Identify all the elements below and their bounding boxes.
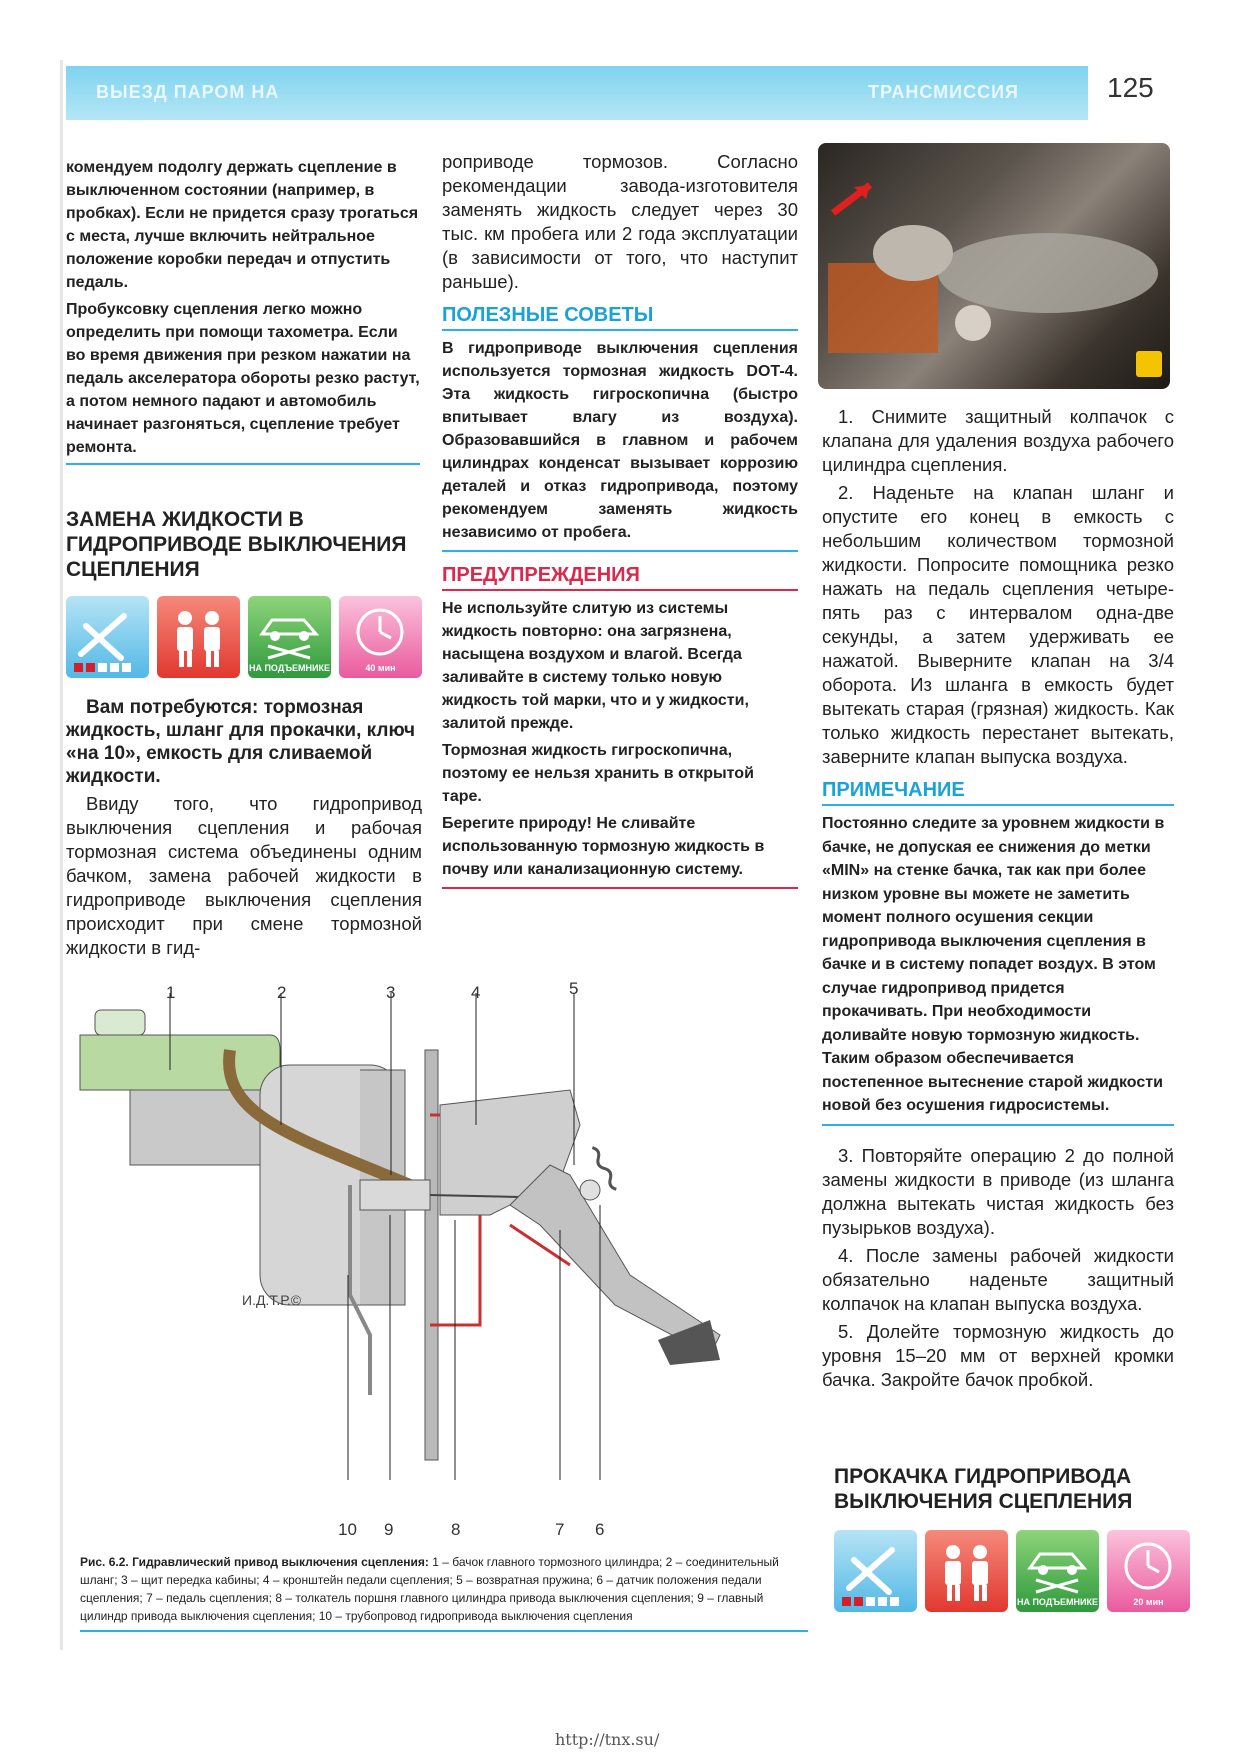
time-label: 40 мин [365, 663, 396, 673]
step-5: 5. Долейте тормозную жидкость до уровня 15–20 мм от верхней кромки бачка. Закройте бачок пробкой. [822, 1320, 1174, 1390]
page-spine [60, 60, 63, 1650]
callout-7: 7 [555, 1520, 565, 1539]
col1-body: Ввиду того, что гидропривод выключения сцепления и рабочая тормозная система объединены одним бачком, замена рабочей жидкости в гидроприводе выключения сцепления происходит при смене тормозной жидкости в гид- [66, 793, 422, 958]
two-people-icon [925, 1530, 1008, 1612]
column-1 [66, 156, 420, 469]
callout-4: 4 [471, 983, 481, 1002]
clock-icon [1107, 1530, 1190, 1612]
callout-6: 6 [595, 1520, 605, 1539]
lift-label: НА ПОДЪЕМНИКЕ [1016, 1597, 1099, 1607]
time-label: 20 мин [1133, 1597, 1164, 1607]
difficulty-icons-1 [66, 596, 422, 678]
figure-caption-title: Рис. 6.2. Гидравлический привод выключения сцепления: [80, 1555, 429, 1569]
wrench-icon [834, 1530, 917, 1612]
header-left-text: ВЫЕЗД ПАРОМ НА [96, 82, 280, 102]
header-section-title: ТРАНСМИССИЯ [868, 82, 1019, 102]
column-3 [822, 405, 1174, 1396]
section-title-bleeding: ПРОКАЧКА ГИДРОПРИВОДА ВЫКЛЮЧЕНИЯ СЦЕПЛЕНИЯ [834, 1465, 1133, 1513]
lift-label: НА ПОДЪЕМНИКЕ [248, 663, 331, 673]
clutch-pedal [510, 1165, 720, 1355]
difficulty-dots [842, 1597, 899, 1606]
callout-9: 9 [384, 1520, 394, 1539]
required-tools: Вам потребуются: тормозная жидкость, шланг для прокачки, ключ «на 10», емкость для сливаемой жидкости. [66, 697, 415, 787]
section-title-fluid-replacement: ЗАМЕНА ЖИДКОСТИ В ГИДРОПРИВОДЕ ВЫКЛЮЧЕНИЯ СЦЕПЛЕНИЯ [66, 508, 407, 581]
step-2: 2. Наденьте на клапан шланг и опустите его конец в емкость с небольшим количеством тормозной жидкости. Попросите помощника резко нажать на педаль сцепления четыре-пять раз с интервалом одна-две секунды, а затем удерживать ее нажатой. Выверните клапан на 3/4 оборота. Из шланга в емкость будет вытекать старая (грязная) жидкость. Как только жидкость перестанет вытекать, заверните клапан выпуска воздуха. [822, 482, 1174, 767]
two-people-icon-graphic [157, 596, 240, 678]
col1-para2: Пробуксовку сцепления легко можно определить при помощи тахометра. Если во время движения при резком нажатии на педаль акселератора обороты резко растут, а потом немного падают и автомобиль начинает разгоняться, сцепление требует ремонта. [66, 298, 420, 465]
callout-5: 5 [569, 979, 579, 998]
reservoir-cap [95, 1010, 145, 1035]
two-people-icon [157, 596, 240, 678]
col1-para1: комендуем подолгу держать сцепление в выключенном состоянии (например, в пробках). Если не придется сразу трогаться с места, лучше включить нейтральное положение коробки передач и отпустить педаль. [66, 159, 419, 291]
firewall-panel [425, 1050, 438, 1460]
column-2 [442, 150, 798, 889]
clutch-master-cylinder [360, 1180, 430, 1210]
step-1: 1. Снимите защитный колпачок с клапана для удаления воздуха рабочего цилиндра сцепления. [822, 406, 1174, 475]
two-people-icon-graphic [925, 1530, 1008, 1612]
step-3: 3. Повторяйте операцию 2 до полной замены жидкости в приводе (из шланга должна вытекать чистая жидкость без пузырьков воздуха). [822, 1144, 1174, 1238]
col2-body: роприводе тормозов. Согласно рекомендации завода-изготовителя заменять жидкость следует через 30 тыс. км пробега или 2 года эксплуатации (в зависимости от того, что наступит раньше). [442, 151, 798, 292]
tips-text: В гидроприводе выключения сцепления используется тормозная жидкость DOT-4. Эта жидкость гигроскопична (быстро впитывает влагу из воздуха). Образовавшийся в главном и рабочем цилиндрах конденсат вызывает коррозию деталей и отказ гидропривода, поэтому рекомендуем заменять жидкость независимо от пробега. [442, 340, 798, 541]
caption-rule [80, 1630, 808, 1632]
figure-caption-text: 1 – бачок главного тормозного цилиндра; 2 – соединительный шланг; 3 – щит передка кабины; 4 – кронштейн педали сцепления; 5 – возвратная пружина; 6 – датчик положения педали сцепления; 7 – педаль сцепления; 8 – толкатель поршня главного цилиндра привода выключения сцепления; 9 – главный цилиндр привода выключения сцепления; 10 – трубопровод гидропривода выключения сцепления [80, 1555, 779, 1623]
warning-text-2: Тормозная жидкость гигроскопична, поэтому ее нельзя хранить в открытой таре. [442, 742, 754, 805]
warnings-title: ПРЕДУПРЕЖДЕНИЯ [442, 564, 798, 591]
tips-title: ПОЛЕЗНЫЕ СОВЕТЫ [442, 304, 798, 331]
warnings-bottom-rule [442, 887, 798, 889]
bleeder-valve-photo [818, 143, 1170, 389]
warning-text-1: Не используйте слитую из системы жидкость повторно: она загрязнена, насыщена воздухом и влагой. Всегда заливайте в систему только новую жидкость той марки, что и у жидкости, залитой прежде. [442, 600, 749, 732]
warning-text-3: Берегите природу! Не сливайте использованную тормозную жидкость в почву или канализационную систему. [442, 815, 765, 878]
wrench-icon [66, 596, 149, 678]
step-4: 4. После замены рабочей жидкости обязательно наденьте защитный колпачок на клапан выпуска воздуха. [822, 1244, 1174, 1314]
callout-2: 2 [277, 983, 287, 1002]
figure-caption [80, 1553, 810, 1625]
difficulty-icons-2 [834, 1530, 1190, 1612]
callout-1: 1 [166, 983, 176, 1002]
footer-url: http://tnx.su/ [555, 1730, 660, 1749]
car-lift-icon [1016, 1530, 1099, 1612]
callout-10: 10 [338, 1520, 357, 1539]
reservoir [80, 1035, 280, 1090]
tips-bottom-rule [442, 550, 798, 552]
note-text: Постоянно следите за уровнем жидкости в бачке, не допуская ее снижения до метки «MIN» на стенке бачка, так как при более низком уровне вы можете не заметить момент полного осушения секции гидропривода выключения сцепления в бачке и в систему попадет воздух. В этом случае гидропривод придется прокачивать. При необходимости доливайте новую тормозную жидкость. Таким образом обеспечивается постепенное вытеснение старой жидкости новой без осушения гидросистемы. [822, 815, 1165, 1114]
diagram-watermark: И.Д.Т.Р.© [242, 1292, 302, 1308]
callout-8: 8 [451, 1520, 461, 1539]
column-1-lower [66, 696, 422, 964]
note-title: ПРИМЕЧАНИЕ [822, 779, 1174, 806]
difficulty-dots [74, 663, 131, 672]
car-lift-icon [248, 596, 331, 678]
clutch-hydraulic-diagram [70, 975, 810, 1535]
callout-3: 3 [386, 983, 396, 1002]
page-number: 125 [1107, 72, 1154, 103]
photo-graphic [818, 143, 1170, 389]
clock-icon [339, 596, 422, 678]
pedal-sensor [580, 1180, 600, 1200]
